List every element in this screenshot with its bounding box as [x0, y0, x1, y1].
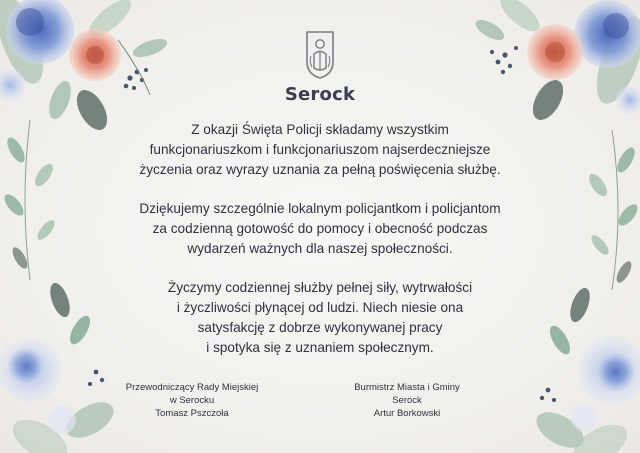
paragraph-1	[120, 120, 520, 180]
text-line: funkcjonariuszkom i funkcjonariuszom najserdeczniejsze	[149, 142, 491, 157]
signature-right	[297, 382, 517, 420]
text-line: Dziękujemy szczególnie lokalnym policjantkom i policjantom	[139, 201, 501, 216]
signature-place: w Serocku	[169, 394, 215, 406]
text-line: życzenia oraz wyrazy uznania za pełną poświęcenia służbę.	[139, 162, 501, 177]
text-line: wydarzeń ważnych dla naszej społeczności.	[187, 241, 453, 256]
signature-title: Burmistrz Miasta i Gminy	[354, 382, 460, 393]
signature-title: Przewodniczący Rady Miejskiej	[125, 382, 259, 393]
text-line: satysfakcję z dobrze wykonywanej pracy	[197, 320, 443, 335]
signature-name: Artur Borkowski	[373, 407, 441, 419]
logo	[0, 30, 640, 105]
text-line: Z okazji Święta Policji składamy wszystkim	[191, 122, 449, 137]
paragraph-3	[120, 278, 520, 358]
paragraph-2	[120, 199, 520, 259]
shield-crest-icon	[305, 30, 335, 80]
logo-name: Serock	[284, 84, 356, 105]
text-line: i spotyka się z uznaniem społecznym.	[206, 340, 434, 355]
signature-left	[82, 382, 302, 420]
signature-name: Tomasz Pszczoła	[155, 407, 229, 419]
signature-place: Serock	[392, 394, 422, 406]
text-line: Życzymy codziennej służby pełnej siły, wytrwałości	[167, 280, 473, 295]
text-line: i życzliwości płynącej od ludzi. Niech niesie ona	[176, 300, 464, 315]
text-line: za codzienną gotowość do pomocy i obecność podczas	[152, 221, 488, 236]
message-body	[120, 120, 520, 377]
